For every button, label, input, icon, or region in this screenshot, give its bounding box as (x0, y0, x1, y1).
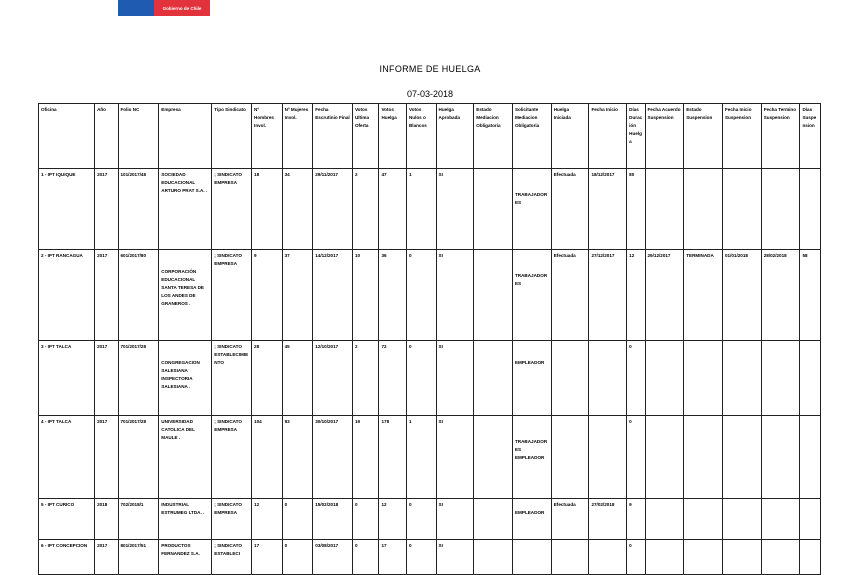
cell-folio: 101/2017/48 (118, 169, 159, 250)
cell-fecha-acuerdo (645, 169, 684, 250)
cell-votos-nulos: 0 (406, 540, 436, 575)
cell-votos-nulos: 0 (406, 499, 436, 540)
cell-votos-huelga: 72 (379, 341, 407, 416)
cell-dias-duracion: 12 (627, 250, 645, 341)
col-hombres: Nº Hombres Invol. (252, 104, 283, 169)
gobierno-de-chile-logo (118, 0, 210, 16)
cell-termino-suspension (761, 416, 800, 499)
strike-report-table (38, 103, 821, 575)
cell-estado-suspension (684, 341, 723, 416)
table-row (39, 250, 821, 341)
col-fecha-inicio-suspension: Fecha Inicio Suspension (722, 104, 761, 169)
cell-votos-oferta: 0 (352, 540, 379, 575)
cell-votos-oferta: 10 (352, 250, 379, 341)
cell-votos-oferta: 0 (352, 499, 379, 540)
cell-votos-nulos: 0 (406, 250, 436, 341)
cell-estado-mediacion (474, 499, 513, 540)
cell-tipo-sindicato: ; SINDICATO EMPRESA (212, 169, 252, 250)
cell-empresa: PRODUCTOS FERNANDEZ S.A. (159, 540, 212, 575)
cell-estado-suspension (684, 169, 723, 250)
col-fecha-acuerdo-suspension: Fecha Acuerdo Suspension (645, 104, 684, 169)
cell-votos-nulos: 1 (406, 169, 436, 250)
cell-empresa: UNIVERSIDAD CATOLICA DEL MAULE . (159, 416, 212, 499)
cell-votos-huelga: 12 (379, 499, 407, 540)
cell-huelga-aprobada: SI (436, 499, 474, 540)
col-estado-suspension: Estado Suspension (684, 104, 723, 169)
cell-termino-suspension (761, 169, 800, 250)
cell-solicitante: TRABAJADORES (512, 169, 551, 250)
cell-dias-duracion: 0 (627, 341, 645, 416)
cell-fecha-escrutinio: 15/02/2018 (313, 499, 353, 540)
cell-ano: 2017 (95, 250, 118, 341)
cell-estado-mediacion (474, 341, 513, 416)
cell-hombres: 17 (252, 540, 283, 575)
cell-hombres: 18 (252, 169, 283, 250)
cell-huelga-iniciada: Efectuada (551, 499, 589, 540)
cell-tipo-sindicato: ; SINDICATO EMPRESA (212, 250, 252, 341)
cell-huelga-aprobada: SI (436, 341, 474, 416)
cell-estado-suspension (684, 416, 723, 499)
table-row (39, 416, 821, 499)
cell-solicitante (512, 540, 551, 575)
cell-folio: 701/2017/28 (118, 341, 159, 416)
cell-oficina: 1 - IPT IQUIQUE (39, 169, 95, 250)
cell-votos-oferta: 2 (352, 169, 379, 250)
col-mujeres: Nº Mujeres Invol. (282, 104, 313, 169)
cell-fecha-acuerdo (645, 499, 684, 540)
cell-oficina: 5 - IPT CURICO (39, 499, 95, 540)
cell-solicitante: EMPLEADOR (512, 499, 551, 540)
cell-termino-suspension (761, 499, 800, 540)
cell-tipo-sindicato: ; SINDICATO EMPRESA (212, 416, 252, 499)
col-fecha-inicio: Fecha Inicio (589, 104, 627, 169)
col-dias-suspension: Días Suspension (800, 104, 821, 169)
col-huelga-aprobada: Huelga Aprobada (436, 104, 474, 169)
cell-fecha-acuerdo: 29/12/2017 (645, 250, 684, 341)
col-folio-nc: Folio NC (118, 104, 159, 169)
table-row (39, 540, 821, 575)
table-header-row (39, 104, 821, 169)
cell-oficina: 6 - IPT CONCEPCION (39, 540, 95, 575)
cell-inicio-suspension (722, 540, 761, 575)
cell-fecha-inicio (589, 341, 627, 416)
cell-empresa: CORPORACIÓN EDUCACIONAL SANTA TERESA DE LOS ANDES DE GRANEROS . (159, 250, 212, 341)
col-solicitante-mediacion: Solicitante Mediacion Obligatoria (512, 104, 551, 169)
col-empresa: Empresa (159, 104, 212, 169)
cell-solicitante: EMPLEADOR (512, 341, 551, 416)
cell-ano: 2017 (95, 540, 118, 575)
cell-fecha-inicio (589, 416, 627, 499)
logo-text: Gobierno de Chile (162, 5, 202, 11)
cell-votos-nulos: 0 (406, 341, 436, 416)
cell-folio: 601/2017/80 (118, 250, 159, 341)
logo-red-block (154, 0, 210, 16)
cell-dias-suspension (800, 416, 821, 499)
cell-fecha-inicio: 27/12/2017 (589, 250, 627, 341)
cell-empresa: CONGREGACION SALESIANA INSPECTORIA SALESIANA . (159, 341, 212, 416)
logo-blue-block (118, 0, 154, 16)
cell-oficina: 4 - IPT TALCA (39, 416, 95, 499)
cell-huelga-iniciada (551, 540, 589, 575)
col-huelga-iniciada: Huelga Iniciada (551, 104, 589, 169)
cell-tipo-sindicato: ; SINDICATO ESTABLECIMIENTO (212, 341, 252, 416)
cell-estado-mediacion (474, 416, 513, 499)
cell-termino-suspension: 28/02/2018 (761, 250, 800, 341)
cell-votos-oferta: 19 (352, 416, 379, 499)
cell-mujeres: 0 (282, 499, 313, 540)
cell-estado-mediacion (474, 169, 513, 250)
table-row (39, 169, 821, 250)
cell-estado-suspension (684, 499, 723, 540)
cell-votos-nulos: 1 (406, 416, 436, 499)
cell-votos-oferta: 2 (352, 341, 379, 416)
cell-dias-duracion: 9 (627, 499, 645, 540)
col-votos-nulos: Votos Nulos o Blancos (406, 104, 436, 169)
cell-dias-duracion: 0 (627, 416, 645, 499)
cell-tipo-sindicato: ; SINDICATO ESTABLECI (212, 540, 252, 575)
cell-inicio-suspension (722, 341, 761, 416)
table-row (39, 499, 821, 540)
cell-empresa: INDUSTRIAL ESTRUMEG LTDA. . (159, 499, 212, 540)
cell-fecha-escrutinio: 12/10/2017 (313, 341, 353, 416)
cell-fecha-acuerdo (645, 416, 684, 499)
cell-fecha-inicio (589, 540, 627, 575)
cell-votos-huelga: 178 (379, 416, 407, 499)
cell-oficina: 3 - IPT TALCA (39, 341, 95, 416)
col-tipo-sindicato: Tipo Sindicato (212, 104, 252, 169)
cell-mujeres: 0 (282, 540, 313, 575)
col-oficina: Oficina (39, 104, 95, 169)
cell-dias-suspension: 58 (800, 250, 821, 341)
cell-mujeres: 34 (282, 169, 313, 250)
cell-votos-huelga: 47 (379, 169, 407, 250)
cell-inicio-suspension (722, 416, 761, 499)
cell-folio: 801/2017/51 (118, 540, 159, 575)
cell-fecha-acuerdo (645, 341, 684, 416)
cell-mujeres: 37 (282, 250, 313, 341)
cell-ano: 2017 (95, 169, 118, 250)
cell-huelga-aprobada: SI (436, 250, 474, 341)
cell-votos-huelga: 36 (379, 250, 407, 341)
cell-dias-suspension (800, 169, 821, 250)
cell-huelga-iniciada: Efectuada (551, 169, 589, 250)
cell-hombres: 9 (252, 250, 283, 341)
cell-fecha-inicio: 27/02/2018 (589, 499, 627, 540)
cell-dias-duracion: 0 (627, 540, 645, 575)
cell-fecha-escrutinio: 14/12/2017 (313, 250, 353, 341)
cell-huelga-aprobada: SI (436, 169, 474, 250)
col-votos-oferta: Votos Ultima Oferta (352, 104, 379, 169)
cell-ano: 2017 (95, 341, 118, 416)
cell-fecha-acuerdo (645, 540, 684, 575)
col-fecha-escrutinio: Fecha Escrutinio Final (313, 104, 353, 169)
cell-empresa: SOCIEDAD EDUCACIONAL ARTURO PRAT S.A. . (159, 169, 212, 250)
cell-estado-mediacion (474, 540, 513, 575)
cell-fecha-escrutinio: 30/10/2017 (313, 416, 353, 499)
cell-votos-huelga: 17 (379, 540, 407, 575)
cell-estado-suspension (684, 540, 723, 575)
cell-folio: 701/2017/28 (118, 416, 159, 499)
cell-fecha-inicio: 18/12/2017 (589, 169, 627, 250)
report-title: INFORME DE HUELGA (379, 64, 481, 74)
cell-oficina: 2 - IPT RANCAGUA (39, 250, 95, 341)
cell-solicitante: TRABAJADORES (512, 250, 551, 341)
cell-mujeres: 45 (282, 341, 313, 416)
cell-huelga-iniciada: Efectuada (551, 250, 589, 341)
cell-ano: 2018 (95, 499, 118, 540)
cell-mujeres: 93 (282, 416, 313, 499)
table-row (39, 341, 821, 416)
cell-estado-mediacion (474, 250, 513, 341)
col-ano: Año (95, 104, 118, 169)
col-dias-duracion: Días Duración Huelga (627, 104, 645, 169)
report-date: 07-03-2018 (406, 89, 454, 99)
cell-dias-suspension (800, 499, 821, 540)
col-votos-huelga: Votos Huelga (379, 104, 407, 169)
cell-ano: 2017 (95, 416, 118, 499)
cell-termino-suspension (761, 341, 800, 416)
cell-estado-suspension: TERMINADA (684, 250, 723, 341)
cell-huelga-iniciada (551, 341, 589, 416)
cell-inicio-suspension (722, 499, 761, 540)
cell-solicitante: TRABAJADORES EMPLEADOR (512, 416, 551, 499)
cell-inicio-suspension: 01/01/2018 (722, 250, 761, 341)
cell-dias-suspension (800, 540, 821, 575)
cell-termino-suspension (761, 540, 800, 575)
cell-hombres: 28 (252, 341, 283, 416)
cell-fecha-escrutinio: 03/08/2017 (313, 540, 353, 575)
col-fecha-termino-suspension: Fecha Termino Suspension (761, 104, 800, 169)
col-estado-mediacion: Estado Mediacion Obligatoria (474, 104, 513, 169)
cell-huelga-aprobada: SI (436, 540, 474, 575)
cell-huelga-iniciada (551, 416, 589, 499)
cell-hombres: 12 (252, 499, 283, 540)
cell-folio: 702/2018/1 (118, 499, 159, 540)
cell-dias-suspension (800, 341, 821, 416)
cell-huelga-aprobada: SI (436, 416, 474, 499)
cell-dias-duracion: 80 (627, 169, 645, 250)
cell-inicio-suspension (722, 169, 761, 250)
cell-hombres: 104 (252, 416, 283, 499)
cell-fecha-escrutinio: 29/11/2017 (313, 169, 353, 250)
cell-tipo-sindicato: ; SINDICATO EMPRESA (212, 499, 252, 540)
